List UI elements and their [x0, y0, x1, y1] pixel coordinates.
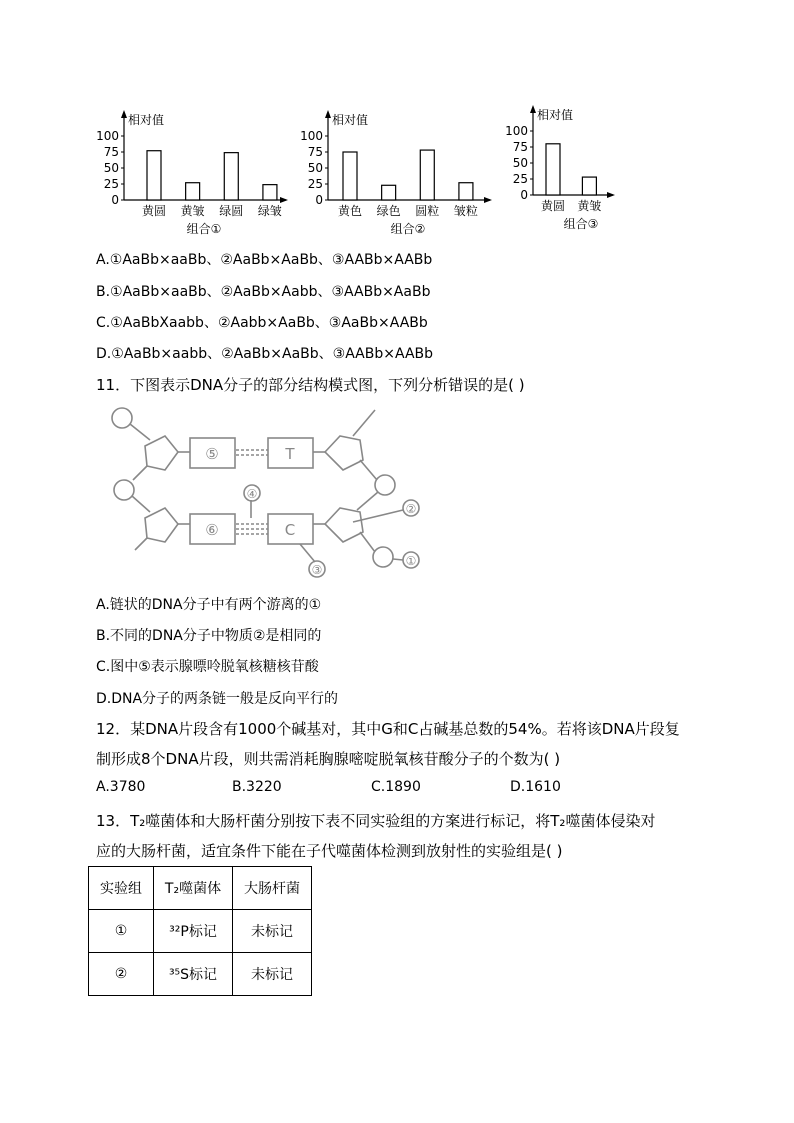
bar-chart-1	[90, 100, 300, 250]
y-axis-label: 相对值	[537, 108, 574, 122]
diagram-label-3: ③	[311, 563, 323, 577]
y-axis-arrow	[530, 105, 536, 113]
q10-option-b: B.①AaBb×aaBb、②AaBb×Aabb、③AABb×AaBb	[96, 284, 431, 300]
x-tick-label: 绿色	[376, 204, 401, 218]
q11-option-a: A.链状的DNA分子中有两个游离的①	[96, 597, 322, 613]
y-axis-arrow	[325, 110, 331, 118]
table-cell: 未标记	[233, 910, 312, 953]
table-cell: ³⁵S标记	[154, 953, 233, 996]
table-row	[89, 910, 312, 953]
bar-chart-2	[300, 100, 510, 250]
y-tick-label: 25	[307, 177, 323, 191]
x-tick-label: 黄色	[337, 204, 363, 218]
x-tick-label: 皱粒	[453, 204, 478, 218]
y-tick-label: 100	[505, 124, 528, 138]
diagram-box-5: ⑤	[205, 445, 219, 463]
q13-stem-line1: 13．T₂噬菌体和大肠杆菌分别按下表不同实验组的方案进行标记，将T₂噬菌体侵染对	[96, 812, 656, 830]
chart-caption: 组合③	[563, 217, 599, 231]
q11-option-b: B.不同的DNA分子中物质②是相同的	[96, 628, 322, 644]
x-axis-arrow	[607, 192, 615, 198]
y-tick-label: 75	[103, 145, 119, 159]
y-axis-label: 相对值	[128, 113, 165, 127]
chart-caption: 组合②	[390, 222, 426, 236]
q11-option-d: D.DNA分子的两条链一般是反向平行的	[96, 691, 339, 707]
q13-table	[88, 866, 312, 996]
bar-chart-3-svg	[505, 95, 635, 245]
x-axis-arrow	[280, 197, 288, 203]
y-tick-label: 100	[300, 129, 323, 143]
dna-structure-diagram	[105, 400, 435, 580]
q10-option-a: A.①AaBb×aaBb、②AaBb×AaBb、③AABb×AABb	[96, 252, 433, 268]
y-tick-label: 75	[307, 145, 323, 159]
y-tick-label: 100	[96, 129, 119, 143]
y-tick-label: 25	[512, 172, 528, 186]
q12-stem-line2: 制形成8个DNA片段，则共需消耗胸腺嘧啶脱氧核苷酸分子的个数为( )	[96, 750, 561, 768]
bar	[420, 150, 434, 200]
y-tick-label: 25	[103, 177, 119, 191]
y-tick-label: 0	[111, 193, 119, 207]
y-axis-arrow	[121, 110, 127, 118]
bar	[382, 185, 396, 200]
x-tick-label: 绿皱	[257, 204, 282, 218]
q12-option-d: D.1610	[510, 779, 561, 795]
bar	[546, 144, 560, 195]
table-cell: ②	[89, 953, 154, 996]
table-row	[89, 953, 312, 996]
y-tick-label: 50	[307, 161, 323, 175]
bar-chart-2-svg	[300, 100, 510, 250]
q12-option-b: B.3220	[232, 779, 282, 795]
table-header-cell: T₂噬菌体	[154, 867, 233, 910]
q12-option-c: C.1890	[371, 779, 421, 795]
q10-option-c: C.①AaBbXaabb、②Aabb×AaBb、③AaBb×AABb	[96, 315, 428, 331]
x-tick-label: 黄圆	[540, 199, 566, 213]
q11-stem: 11．下图表示DNA分子的部分结构模式图，下列分析错误的是( )	[96, 376, 525, 394]
bar	[263, 185, 277, 200]
table-cell: ①	[89, 910, 154, 953]
table-header-row	[89, 867, 312, 910]
q10-option-d: D.①AaBb×aabb、②AaBb×AaBb、③AABb×AABb	[96, 346, 434, 362]
q11-option-c: C.图中⑤表示腺嘌呤脱氧核糖核苷酸	[96, 659, 319, 675]
dna-diagram-svg	[105, 400, 435, 580]
table-header-cell: 大肠杆菌	[233, 867, 312, 910]
y-axis-label: 相对值	[332, 113, 369, 127]
x-tick-label: 黄皱	[180, 204, 205, 218]
x-tick-label: 黄皱	[577, 199, 602, 213]
y-tick-label: 50	[512, 156, 528, 170]
diagram-box-t: T	[285, 445, 295, 463]
bar	[459, 183, 473, 200]
x-tick-label: 绿圆	[219, 204, 244, 218]
bar-chart-1-svg	[90, 100, 300, 250]
diagram-label-1: ①	[405, 554, 417, 568]
x-axis-arrow	[484, 197, 492, 203]
y-tick-label: 0	[520, 188, 528, 202]
diagram-box-6: ⑥	[205, 521, 219, 539]
diagram-label-4: ④	[246, 487, 258, 501]
diagram-label-2: ②	[405, 502, 417, 516]
q12-stem-line1: 12．某DNA片段含有1000个碱基对，其中G和C占碱基总数的54%。若将该DNA片段复	[96, 720, 680, 738]
table-header-cell: 实验组	[89, 867, 154, 910]
bar	[224, 153, 238, 200]
bar-chart-3	[505, 95, 635, 245]
q12-option-a: A.3780	[96, 779, 146, 795]
x-tick-label: 黄圆	[141, 204, 167, 218]
table-cell: 未标记	[233, 953, 312, 996]
q13-stem-line2: 应的大肠杆菌，适宜条件下能在子代噬菌体检测到放射性的实验组是( )	[96, 842, 563, 860]
bar	[582, 177, 596, 195]
diagram-box-c: C	[284, 521, 296, 539]
x-tick-label: 圆粒	[415, 204, 440, 218]
bar	[186, 183, 200, 200]
chart-caption: 组合①	[186, 222, 222, 236]
bar	[147, 151, 161, 200]
bar	[343, 152, 357, 200]
y-tick-label: 0	[315, 193, 323, 207]
table-cell: ³²P标记	[154, 910, 233, 953]
y-tick-label: 50	[103, 161, 119, 175]
y-tick-label: 75	[512, 140, 528, 154]
